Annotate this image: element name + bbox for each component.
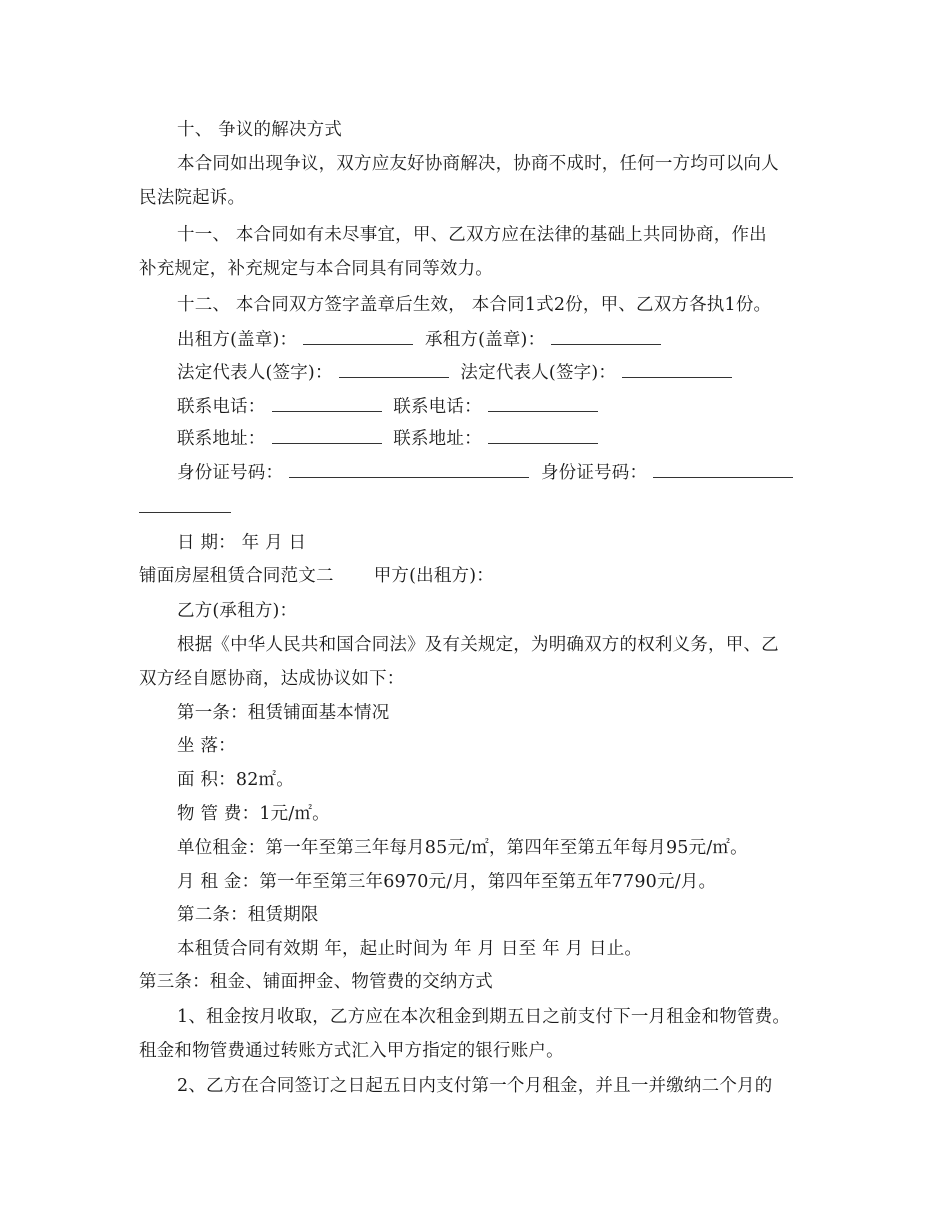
- lessor-seal-blank: [303, 329, 413, 345]
- unit-rent-line: 单位租金：第一年至第三年每月85元/㎡，第四年至第五年每月95元/㎡。: [177, 838, 748, 858]
- addr-b-label: 联系地址：: [393, 429, 482, 449]
- lessor-seal-label: 出租方(盖章)：: [177, 330, 298, 350]
- item1-line1: 1、租金按月收取，乙方应在本次租金到期五日之前支付下一月租金和物管费。: [177, 1007, 791, 1027]
- rep-a-blank: [339, 362, 449, 378]
- seal-row: [177, 329, 817, 351]
- rep-a-label: 法定代表人(签字)：: [177, 363, 333, 383]
- addr-a-label: 联系地址：: [177, 429, 266, 449]
- phone-a-blank: [272, 396, 382, 412]
- phone-a-label: 联系电话：: [177, 397, 266, 417]
- article-two-heading: 第二条：租赁期限: [177, 905, 319, 925]
- term-line: 本租赁合同有效期 年，起止时间为 年 月 日至 年 月 日止。: [177, 939, 643, 959]
- id-b-blank: [653, 462, 793, 478]
- id-a-label: 身份证号码：: [177, 463, 284, 483]
- intro-line2: 双方经自愿协商，达成协议如下：: [139, 669, 405, 689]
- id-b-blank-continued-line: [139, 497, 231, 513]
- date-line: 日 期： 年 月 日: [177, 533, 307, 553]
- article-three-heading: 第三条：租金、铺面押金、物管费的交纳方式: [139, 972, 493, 992]
- location-line: 坐 落：: [177, 736, 236, 756]
- item1-line2: 租金和物管费通过转账方式汇入甲方指定的银行账户。: [139, 1041, 564, 1061]
- representative-row: [177, 362, 817, 384]
- party-a-label: 甲方(出租方)：: [373, 566, 494, 586]
- phone-b-label: 联系电话：: [393, 397, 482, 417]
- id-b-label: 身份证号码：: [540, 463, 648, 483]
- addr-b-blank: [488, 428, 598, 444]
- addr-a-blank: [272, 428, 382, 444]
- dispute-text-line1: 本合同如出现争议，双方应友好协商解决，协商不成时，任何一方均可以向人: [177, 154, 779, 174]
- lessee-seal-blank: [551, 329, 661, 345]
- contract2-title: 铺面房屋租赁合同范文二: [139, 566, 334, 586]
- phone-row: [177, 396, 817, 418]
- party-b-label: 乙方(承租方)：: [177, 601, 298, 621]
- management-fee-line: 物 管 费：1元/㎡。: [177, 804, 330, 824]
- id-row: [177, 462, 817, 484]
- id-a-blank: [289, 462, 529, 478]
- area-line: 面 积：82㎡。: [177, 770, 294, 790]
- monthly-rent-line: 月 租 金：第一年至第三年6970元/月，第四年至第五年7790元/月。: [177, 872, 717, 892]
- item2-line1: 2、乙方在合同签订之日起五日内支付第一个月租金，并且一并缴纳二个月的: [177, 1076, 773, 1096]
- address-row: [177, 428, 817, 450]
- lessee-seal-label: 承租方(盖章)：: [425, 330, 546, 350]
- rep-b-blank: [622, 362, 732, 378]
- id-b-blank-continued: [139, 497, 819, 519]
- contract2-heading-row: [139, 565, 819, 587]
- rep-b-label: 法定代表人(签字)：: [460, 363, 617, 383]
- section-eleven-line2: 补充规定，补充规定与本合同具有同等效力。: [139, 259, 493, 279]
- section-eleven-line1: 十一、 本合同如有未尽事宜，甲、乙双方应在法律的基础上共同协商，作出: [177, 225, 767, 245]
- section-ten-heading: 十、 争议的解决方式: [177, 120, 343, 140]
- intro-line1: 根据《中华人民共和国合同法》及有关规定，为明确双方的权利义务，甲、乙: [177, 635, 779, 655]
- dispute-text-line2: 民法院起诉。: [139, 188, 246, 208]
- article-one-heading: 第一条：租赁铺面基本情况: [177, 703, 390, 723]
- phone-b-blank: [488, 396, 598, 412]
- section-twelve: 十二、 本合同双方签字盖章后生效， 本合同1式2份，甲、乙双方各执1份。: [177, 295, 772, 315]
